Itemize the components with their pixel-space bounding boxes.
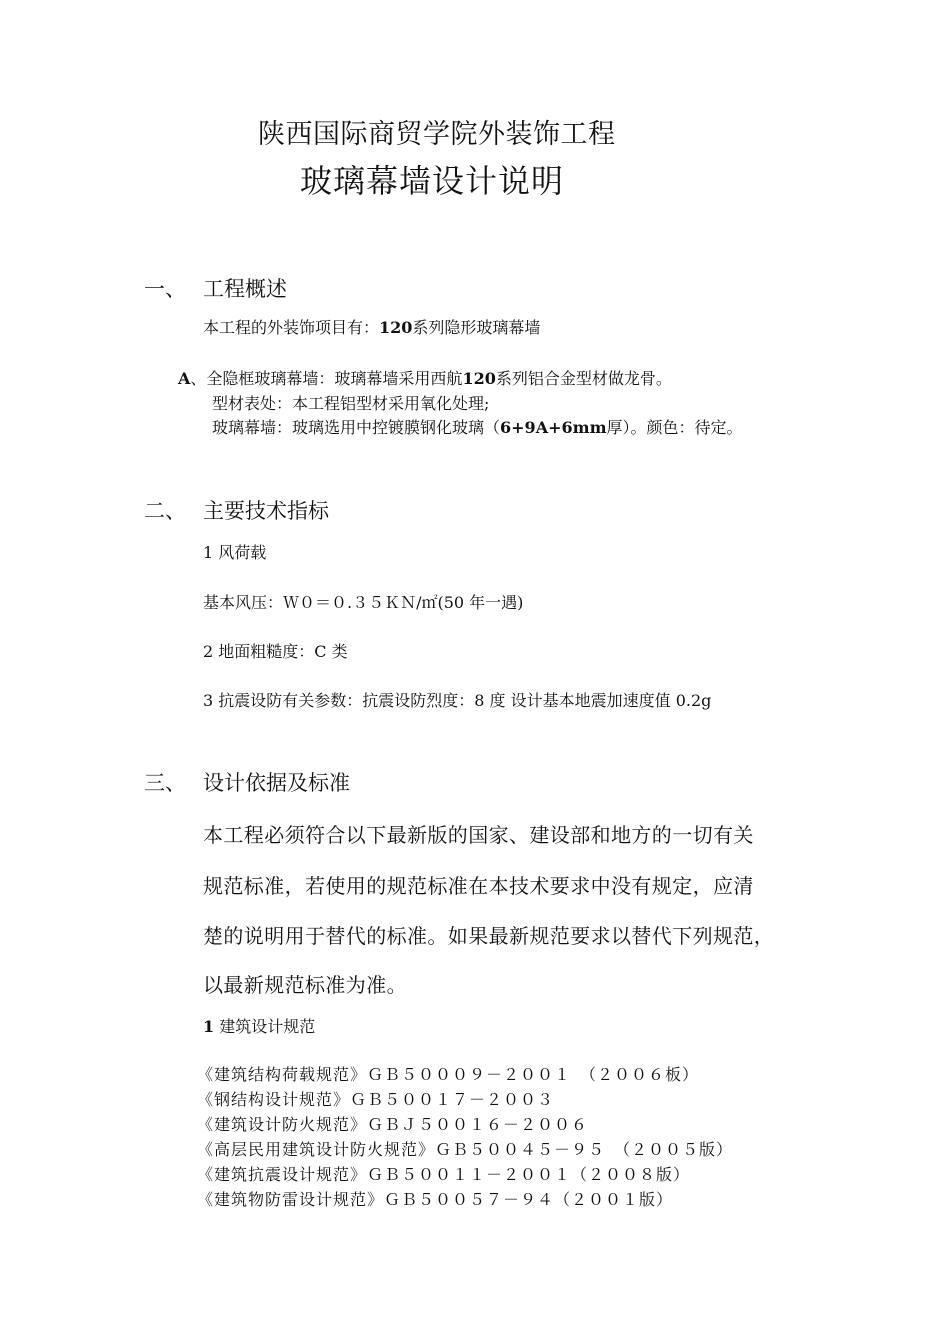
code-item: 《建筑设计防火规范》ＧＢＪ５００１６－２００６ bbox=[197, 1115, 589, 1134]
code-item: 《建筑抗震设计规范》ＧＢ５００１１－２００１（２００８版） bbox=[197, 1165, 691, 1184]
wind-load-title: 1 风荷载 bbox=[203, 543, 267, 562]
section1-heading: 工程概述 bbox=[203, 277, 287, 301]
section3-para-line: 规范标准，若使用的规范标准在本技术要求中没有规定，应清 bbox=[203, 874, 754, 898]
section1-glass: 玻璃幕墙：玻璃选用中控镀膜钢化玻璃（6+9A+6mm厚）。颜色：待定。 bbox=[212, 418, 743, 437]
section2-number: 二、 bbox=[144, 499, 186, 523]
code-item: 《钢结构设计规范》ＧＢ５００１７－２００３ bbox=[197, 1090, 555, 1109]
section1-intro: 本工程的外装饰项目有：120系列隐形玻璃幕墙 bbox=[203, 318, 541, 337]
section3-para-line: 楚的说明用于替代的标准。如果最新规范要求以替代下列规范， bbox=[203, 924, 775, 948]
document-title-line2: 玻璃幕墙设计说明 bbox=[300, 162, 565, 200]
section1-surface: 型材表处：本工程铝型材采用氧化处理; bbox=[212, 394, 490, 413]
subsection-building-design: 1 建筑设计规范 bbox=[203, 1017, 316, 1036]
section3-number: 三、 bbox=[144, 771, 186, 795]
code-item: 《建筑物防雷设计规范》ＧＢ５００５７－９４（２００１版） bbox=[197, 1190, 674, 1209]
ground-roughness: 2 地面粗糙度：C 类 bbox=[203, 642, 348, 661]
code-item: 《高层民用建筑设计防火规范》ＧＢ５００４５－９５ （２００５版） bbox=[197, 1140, 734, 1159]
document-title-line1: 陕西国际商贸学院外装饰工程 bbox=[258, 119, 616, 150]
section3-para-line: 以最新规范标准为准。 bbox=[203, 973, 407, 997]
section1-number: 一、 bbox=[144, 277, 186, 301]
section1-item-a: A、全隐框玻璃幕墙：玻璃幕墙采用西航120系列铝合金型材做龙骨。 bbox=[178, 369, 672, 388]
code-item: 《建筑结构荷载规范》ＧＢ５０００９－２００１ （２００６板） bbox=[197, 1065, 700, 1084]
section3-para-line: 本工程必须符合以下最新版的国家、建设部和地方的一切有关 bbox=[203, 823, 754, 847]
basic-wind-pressure: 基本风压：Ｗ０＝０.３５ＫＮ/㎡(50 年一遇) bbox=[203, 593, 524, 612]
seismic-parameters: 3 抗震设防有关参数：抗震设防烈度：8 度 设计基本地震加速度值 0.2g bbox=[203, 691, 712, 710]
section3-heading: 设计依据及标准 bbox=[203, 771, 350, 795]
section2-heading: 主要技术指标 bbox=[203, 499, 329, 523]
